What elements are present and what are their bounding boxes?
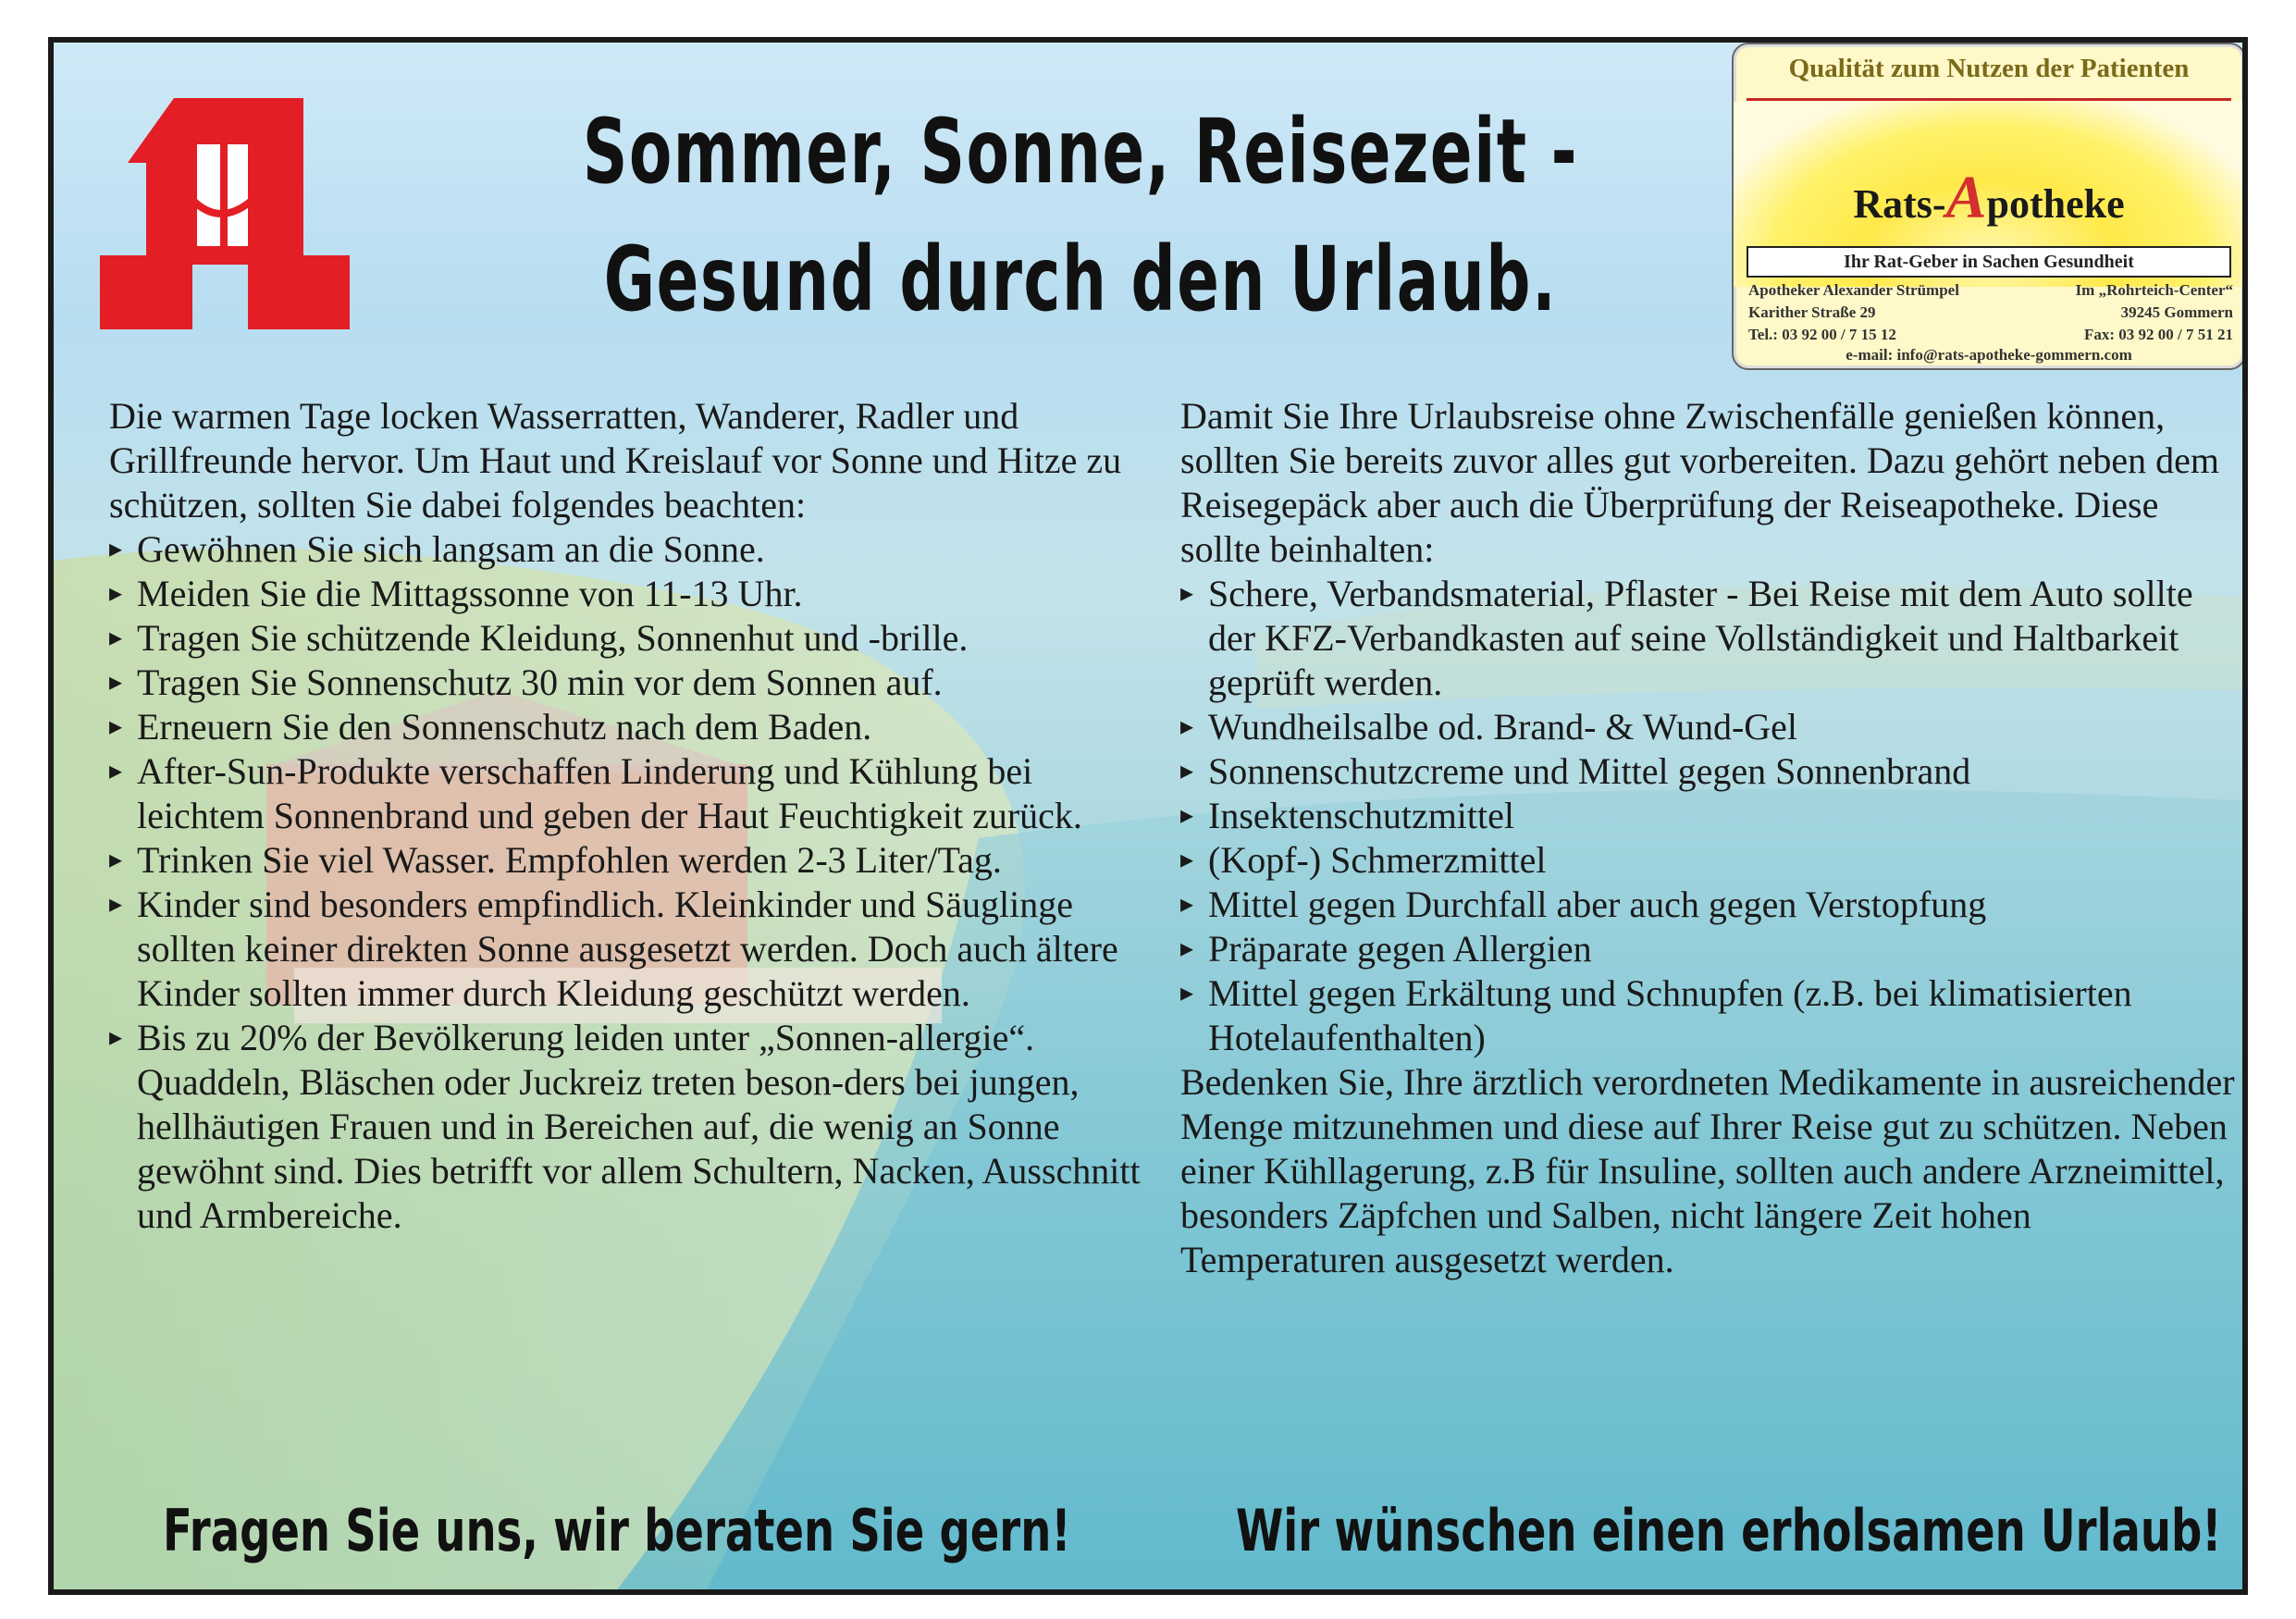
email-address: e-mail: info@rats-apotheke-gommern.com — [1845, 346, 2132, 364]
list-item: ▸ Wundheilsalbe od. Brand- & Wund-Gel — [1180, 705, 2235, 749]
tagline-underline — [1747, 98, 2231, 101]
closing-left: Fragen Sie uns, wir beraten Sie gern! — [163, 1497, 1071, 1564]
list-item: ▸ Schere, Verbandsmaterial, Pflaster - Bei Reise mit dem Auto sollte der KFZ-Verbandkasten auf seine Vollständigkeit und Haltbarkeit geprüft werden. — [1180, 572, 2235, 705]
right-intro: Damit Sie Ihre Urlaubsreise ohne Zwischenfälle genießen können, sollten Sie bereits zuvor alles gut vorbereiten. Dazu gehört neben dem Reisegepäck aber auch die Überprüfung der Reiseapotheke. Diese sollte beinhalten: — [1180, 395, 2219, 570]
list-item: ▸ Trinken Sie viel Wasser. Empfohlen werden 2-3 Liter/Tag. — [109, 838, 1145, 883]
list-item: ▸ Mittel gegen Erkältung und Schnupfen (z.B. bei klimatisierten Hotelaufenthalten) — [1180, 971, 2235, 1060]
list-item: ▸ Tragen Sie schützende Kleidung, Sonnenhut und -brille. — [109, 616, 1145, 661]
card-tagline: Qualität zum Nutzen der Patienten — [1788, 54, 2190, 83]
fax-number: Fax: 03 92 00 / 7 51 21 — [2083, 326, 2233, 343]
list-item: ▸ Insektenschutzmittel — [1180, 794, 2235, 838]
right-outro: Bedenken Sie, Ihre ärztlich verordneten Medikamente in ausreichender Menge mitzunehmen und diese auf Ihrer Reise gut zu schützen. Neben einer Kühllagerung, z.B für Insuline, sollten auch andere Arzneimittel, besonders Zäpfchen und Salben, nicht längere Zeit hohen Temperaturen ausgesetzt werden. — [1180, 1061, 2235, 1280]
pharmacist-name: Apotheker Alexander Strümpel — [1748, 281, 1959, 299]
headline-line-1: Sommer, Sonne, Reisezeit - — [582, 100, 1579, 204]
list-item: ▸ Tragen Sie Sonnenschutz 30 min vor dem Sonnen auf. — [109, 661, 1145, 705]
pharmacy-info-card — [1732, 43, 2246, 370]
street-address: Karither Straße 29 — [1748, 303, 1876, 321]
list-item: ▸ Meiden Sie die Mittagssonne von 11-13 Uhr. — [109, 572, 1145, 616]
list-item: ▸ Gewöhnen Sie sich langsam an die Sonne. — [109, 527, 1145, 572]
list-item: ▸ (Kopf-) Schmerzmittel — [1180, 838, 2235, 883]
brand-prefix: Rats- — [1853, 181, 1946, 227]
list-item: ▸ Mittel gegen Durchfall aber auch gegen Verstopfung — [1180, 883, 2235, 927]
pharmacy-brand — [1734, 163, 2244, 233]
apotheke-a-logo — [91, 80, 368, 339]
closing-right: Wir wünschen einen erholsamen Urlaub! — [1236, 1497, 2222, 1564]
card-slogan: Ihr Rat-Geber in Sachen Gesundheit — [1747, 246, 2231, 278]
flyer-frame — [48, 37, 2248, 1595]
city: 39245 Gommern — [2120, 303, 2233, 321]
headline-line-2: Gesund durch den Urlaub. — [603, 228, 1558, 331]
left-intro: Die warmen Tage locken Wasserratten, Wanderer, Radler und Grillfreunde hervor. Um Haut und Kreislauf vor Sonne und Hitze zu schützen, sollten Sie dabei folgendes beachten: — [109, 395, 1122, 525]
list-item: ▸ Bis zu 20% der Bevölkerung leiden unter „Sonnen-allergie“. Quaddeln, Bläschen oder Juckreiz treten beson-ders bei jungen, hellhäutigen Frauen und in Bereichen auf, die wenig an Sonne gewöhnt sind. Dies betrifft vor allem Schultern, Nacken, Ausschnitt und Armbereiche. — [109, 1016, 1145, 1238]
list-item: ▸ After-Sun-Produkte verschaffen Linderung und Kühlung bei leichtem Sonnenbrand und geben der Haut Feuchtigkeit zurück. — [109, 749, 1145, 838]
phone-number: Tel.: 03 92 00 / 7 15 12 — [1748, 326, 1896, 343]
brand-a: A — [1945, 164, 1987, 231]
list-item: ▸ Kinder sind besonders empfindlich. Kleinkinder und Säuglinge sollten keiner direkten Sonne ausgesetzt werden. Doch auch ältere Kinder sollten immer durch Kleidung geschützt werden. — [109, 883, 1145, 1016]
right-column — [1180, 394, 2235, 1282]
list-item: ▸ Erneuern Sie den Sonnenschutz nach dem Baden. — [109, 705, 1145, 749]
list-item: ▸ Präparate gegen Allergien — [1180, 927, 2235, 971]
center-name: Im „Rohrteich-Center“ — [2075, 281, 2233, 299]
brand-suffix: potheke — [1986, 181, 2125, 227]
left-column — [109, 394, 1145, 1238]
list-item: ▸ Sonnenschutzcreme und Mittel gegen Sonnenbrand — [1180, 749, 2235, 794]
